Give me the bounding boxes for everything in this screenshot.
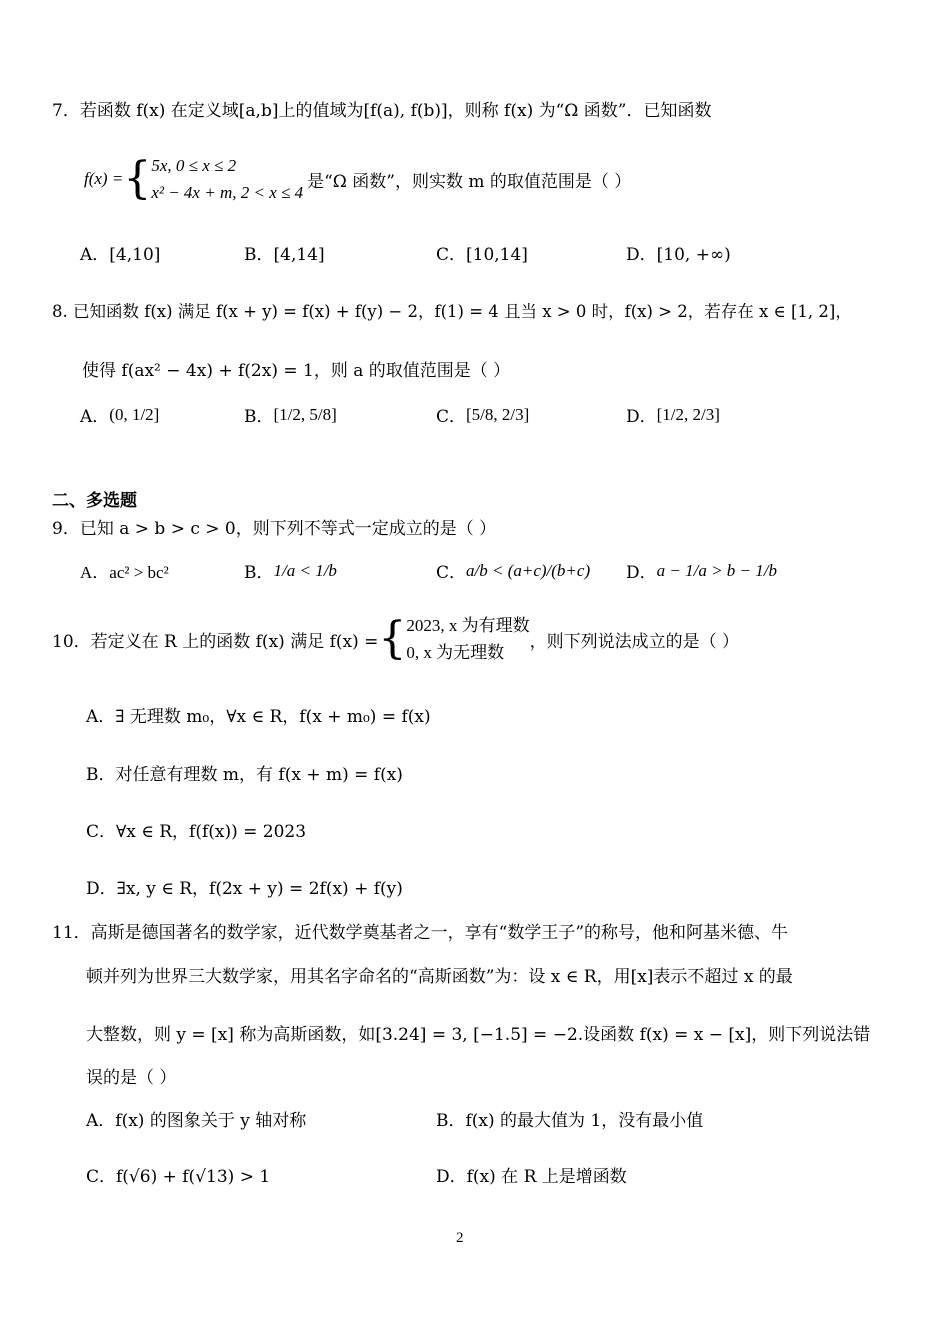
q9-stem: 9．已知 a > b > c > 0，则下列不等式一定成立的是（ ） [52,519,497,539]
q8-option-d-text: [1/2, 2/3] [656,404,720,424]
q11-option-a[interactable]: A．f(x) 的图象关于 y 轴对称 [86,1111,307,1131]
q7-option-d[interactable]: D．[10, +∞) [626,245,731,265]
q10-option-b[interactable]: B．对任意有理数 m，有 f(x + m) = f(x) [86,765,403,785]
q10-option-c[interactable]: C．∀x ∈ R，f(f(x)) = 2023 [86,822,307,842]
q7-stem-line1: 7．若函数 f(x) 在定义域[a,b]上的值域为[f(a), f(b)]，则称 f(x) 为“Ω 函数”．已知函数 [52,101,712,121]
q8-option-b-label: B． [244,407,274,427]
q8-option-c-label: C． [436,407,467,427]
q8-option-a[interactable] [80,402,159,427]
q9-option-c-text: a/b < (a+c)/(b+c) [466,560,591,580]
q9-option-b-text: 1/a < 1/b [273,560,337,580]
q11-stem-line4: 误的是（ ） [86,1068,177,1088]
q7-cases [151,152,303,206]
q9-option-d-label: D． [626,563,657,583]
q7-option-a[interactable]: A．[4,10] [80,245,161,265]
q10-stem [52,612,739,666]
q8-option-d-label: D． [626,407,657,427]
q9-option-a[interactable]: A．ac² > bc² [80,563,169,582]
q9-option-d-text: a − 1/a > b − 1/b [656,560,778,580]
q7-func-lhs: f(x) = [84,169,124,189]
q8-option-c-text: [5/8, 2/3] [466,404,530,424]
q11-option-b[interactable]: B．f(x) 的最大值为 1，没有最小值 [436,1111,704,1131]
q8-option-c[interactable] [436,402,529,427]
q11-stem-line1: 11．高斯是德国著名的数学家，近代数学奠基者之一，享有“数学王子”的称号，他和阿基米德、牛 [52,923,789,943]
q8-option-d[interactable] [626,402,720,427]
q7-case2: x² − 4x + m, 2 < x ≤ 4 [151,183,304,203]
q8-option-b-text: [1/2, 5/8] [273,404,337,424]
q11-option-c[interactable]: C．f(√6) + f(√13) > 1 [86,1167,271,1187]
q10-cases [406,612,529,666]
q10-option-d[interactable]: D．∃x, y ∈ R，f(2x + y) = 2f(x) + f(y) [86,879,403,899]
q8-option-a-text: (0, 1/2] [109,404,160,424]
q10-case1: 2023, x 为有理数 [406,616,530,635]
q7-piecewise-function [84,152,631,206]
q10-case2: 0, x 为无理数 [406,643,505,663]
q10-stem-part1: 10．若定义在 R 上的函数 f(x) 满足 f(x) = [52,631,379,652]
q7-brace: { [123,153,152,205]
q8-stem-line2: 使得 f(ax² − 4x) + f(2x) = 1，则 a 的取值范围是（ ） [82,361,511,381]
page-number: 2 [456,1230,464,1246]
q7-option-c[interactable]: C．[10,14] [436,245,528,265]
q11-option-d[interactable]: D．f(x) 在 R 上是增函数 [436,1167,627,1187]
section-title-multiple-choice: 二、多选题 [52,491,137,511]
q11-stem-line3: 大整数，则 y = [x] 称为高斯函数，如[3.24] = 3, [−1.5] = −2.设函数 f(x) = x − [x]，则下列说法错 [86,1025,871,1045]
q9-option-c-label: C． [436,563,467,583]
q9-option-d[interactable] [626,558,777,583]
q8-option-b[interactable] [244,402,337,427]
q7-option-b[interactable]: B．[4,14] [244,245,325,265]
q7-case1: 5x, 0 ≤ x ≤ 2 [151,156,237,175]
q10-stem-part2: ，则下列说法成立的是（ ） [529,631,740,652]
q11-stem-line2: 顿并列为世界三大数学家，用其名字命名的“高斯函数”为：设 x ∈ R，用[x]表示不超过 x 的最 [86,967,793,987]
q8-option-a-label: A． [80,407,110,427]
q10-option-a[interactable]: A．∃ 无理数 m₀，∀x ∈ R，f(x + m₀) = f(x) [86,707,431,727]
q10-brace: { [378,613,407,665]
q8-stem-line1: 8. 已知函数 f(x) 满足 f(x + y) = f(x) + f(y) − 2，f(1) = 4 且当 x > 0 时，f(x) > 2，若存在 x ∈ [1, 2]， [52,302,852,321]
q9-option-c[interactable] [436,558,590,583]
q9-option-b-label: B． [244,563,274,583]
q7-stem-line2: 是“Ω 函数”，则实数 m 的取值范围是（ ） [307,171,632,192]
q9-option-b[interactable] [244,558,337,583]
